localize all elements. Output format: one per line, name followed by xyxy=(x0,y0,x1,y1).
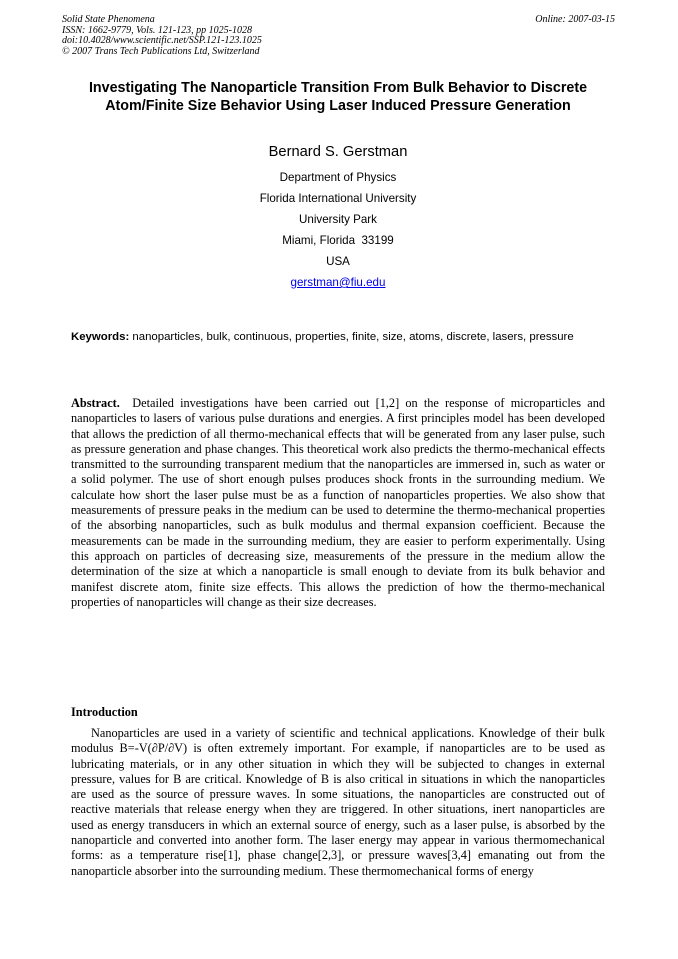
affiliation-university: Florida International University xyxy=(259,192,417,205)
keywords-text: nanoparticles, bulk, continuous, properties, finite, size, atoms, discrete, lasers, pressure xyxy=(132,331,574,343)
keywords xyxy=(71,330,605,344)
author-name: Bernard S. Gerstman xyxy=(268,144,408,160)
journal-name: Solid State Phenomena xyxy=(62,14,155,25)
journal-copyright: © 2007 Trans Tech Publications Ltd, Switzerland xyxy=(62,45,260,57)
journal-issn: ISSN: 1662-9779, Vols. 121-123, pp 1025-1028 xyxy=(62,24,252,36)
affiliation-campus: University Park xyxy=(299,213,377,226)
abstract xyxy=(71,396,605,610)
journal-doi: doi:10.4028/www.scientific.net/SSP.121-123.1025 xyxy=(62,35,262,47)
keywords-label: Keywords: xyxy=(71,331,130,343)
affiliation-city: Miami, Florida 33199 xyxy=(282,234,394,247)
introduction-paragraph: Nanoparticles are used in a variety of scientific and technical applications. Knowledge of their bulk modulus B=-V(∂P/∂V) is often extremely important. For example, if nanoparticles are to be used as lubricating materials, or in any other situation in which they will be subjected to changes in external pressure, values for B are critical. Knowledge of B is also critical in situations in which the nanoparticles are used as the source of pressure waves. In some situations, the nanoparticles are constructed out of reactive materials that release energy when they are triggered. In other situations, inert nanoparticles are used as energy transducers in which an external source of energy, such as a laser pulse, is absorbed by the nanoparticle and converted into another form. The laser energy may appear in various thermomechanical forms: as a temperature rise[1], phase change[2,3], or pressure waves[3,4] emanating out from the nanoparticle absorber into the surrounding medium. These thermomechanical forms of energy xyxy=(71,726,605,878)
affiliation-country: USA xyxy=(326,255,350,268)
abstract-text: Detailed investigations have been carried out [1,2] on the response of microparticles and nanoparticles to lasers of various pulse durations and energies. A first principles model has been developed that allows the prediction of all thermo-mechanical effects that will be generated from any laser pulse, such as pressure generation and phase changes. This theoretical work also predicts the thermo-mechanical effects transmitted to the surrounding transparent medium that the nanoparticles are immersed in, such as water or a solid polymer. The use of short enough pulses produces shock fronts in the surrounding medium. We calculate how short the laser pulse must be as a function of nanoparticles properties. We also show that measurements of pressure peaks in the medium can be used to determine the thermo-mechanical properties of the absorbing nanoparticles, such as bulk modulus and thermal expansion coefficient. Because the measurements can be made in the surrounding medium, they are easier to perform experimentally. Using this approach on particles of decreasing size, measurements of the pressure in the medium allow the determination of the size at which a nanoparticle is small enough to deviate from its bulk behavior and manifest discrete atom, finite size effects. This allows the prediction of how the thermo-mechanical properties of nanoparticles will change as their size decreases. xyxy=(71,396,605,609)
journal-info xyxy=(62,15,262,57)
online-date: Online: 2007-03-15 xyxy=(535,14,615,25)
author-email-link[interactable]: gerstman@fiu.edu xyxy=(290,276,386,289)
affiliation-department: Department of Physics xyxy=(279,171,397,184)
abstract-label: Abstract. xyxy=(71,396,120,410)
affiliation xyxy=(70,167,606,293)
section-heading-introduction: Introduction xyxy=(71,705,138,719)
paper-title: Investigating The Nanoparticle Transition From Bulk Behavior to Discrete Atom/Finite Size Behavior Using Laser Induced Pressure Generation xyxy=(88,80,588,114)
